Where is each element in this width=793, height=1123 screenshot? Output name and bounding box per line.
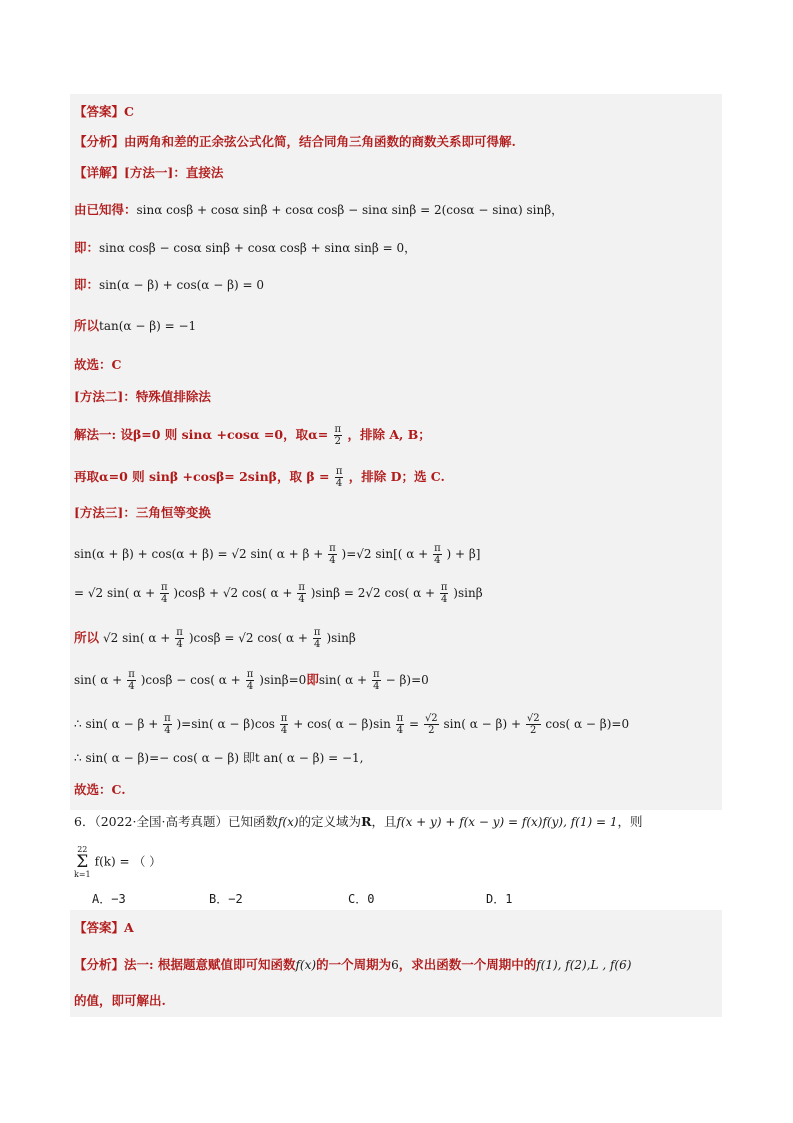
answer-line-2: 【答案】A [74,920,134,935]
fraction-num: π [246,669,254,680]
formula: = [409,717,420,731]
formula: ∴ sin( α − β)=− cos( α − β) [74,751,240,765]
fraction-num: π [373,669,380,680]
step-text: ，排除 A, B； [347,427,431,442]
fraction-num: π [161,582,168,593]
step-label: 即： [74,277,100,292]
fraction-den: 4 [329,555,336,566]
fraction-num: π [313,627,321,638]
step-label: 由已知得： [74,202,137,217]
analysis-text: ，求出函数一个周期中的 [398,957,537,972]
fraction [526,713,541,736]
step-text: 再取α=0 则 sinβ +cosβ= 2sinβ，取 β = [74,469,330,484]
formula: sin( α − β) + [443,717,521,731]
option-b: B．−2 [209,892,243,906]
formula: √2 sin( α + [103,631,171,645]
formula: f(x + y) + f(x − y) = f(x)f(y), f(1) = 1 [396,815,618,829]
fraction [433,543,442,566]
formula: = √2 sin( α + [74,586,156,600]
formula: ) + β] [446,547,481,561]
fraction-num: π [396,713,404,724]
choose-c-1: 故选：C [74,357,122,372]
method-two-step-1 [74,424,431,447]
method-three-heading: [方法三]：三角恒等变换 [74,505,211,520]
sigma-sum [74,845,91,879]
formula: f(1), f(2),L , f(6) [536,958,632,972]
formula: )=√2 sin[( α + [341,547,429,561]
step-label: 即： [74,240,100,255]
formula: 即t an( α − β) = −1, [242,751,364,765]
method-two-step-2 [74,466,445,489]
step-text: ，排除 D；选 C. [348,469,445,484]
method-three-line-2 [74,582,483,605]
fraction-num: π [128,669,135,680]
formula: 6 [391,958,399,972]
analysis-tag: 【分析】 [74,957,125,972]
fraction [334,424,343,447]
fraction [163,713,172,736]
formula: f(k) = （ ） [94,854,162,869]
formula: )sinβ=0 [259,673,307,687]
fraction-num: √2 [424,713,438,724]
method-three-line-1 [74,543,480,566]
question-text: ，且 [371,814,397,829]
fraction-den: 4 [164,725,171,736]
fraction [328,543,337,566]
sigma-icon: Σ [76,852,89,872]
answer-line: 【答案】C [74,104,134,119]
formula: )sinβ = 2√2 cos( α + [310,586,436,600]
formula: sin( α + [318,673,368,687]
choose-c-2: 故选：C. [74,782,126,797]
step-ie-1 [74,240,416,256]
formula: sinα cosβ − cosα sinβ + cosα cosβ + sinα sinβ = 0， [99,241,417,255]
option-d: D．1 [486,892,513,906]
fraction-den: 4 [440,594,448,605]
formula: R [361,814,372,829]
step-label: 所以 [74,318,100,333]
method-two-heading: [方法二]：特殊值排除法 [74,389,211,404]
formula: tan(α − β) = −1 [99,319,197,333]
method-one-heading: [方法一]：直接法 [124,165,224,180]
analysis-text: 法一: 根据题意赋值即可知函数 [124,957,296,972]
formula: )cosβ + √2 cos( α + [173,586,293,600]
formula: cos( α − β)=0 [545,717,630,731]
fraction-num: π [434,543,441,554]
fraction-den: 4 [280,725,288,736]
step-therefore [74,318,196,334]
question-6-stem [74,814,642,830]
fraction [280,713,289,736]
step-label: 即 [306,672,319,687]
formula: sin(α + β) + cos(α + β) = √2 sin( α + β + [74,547,324,561]
method-three-line-5 [74,713,629,736]
question-6-sum [74,845,161,879]
formula: − β)=0 [385,673,429,687]
step-given [74,202,563,218]
formula: f(x) [295,958,317,972]
detail-tag: 【详解】 [74,165,125,180]
step-label: 所以 [74,630,100,645]
formula: sin(α − β) + cos(α − β) = 0 [99,278,265,292]
fraction-den: 4 [298,594,305,605]
analysis-text: 的一个周期为 [316,957,392,972]
formula: )sinβ [453,586,483,600]
step-text: 解法一: 设β=0 则 sinα +cosα =0，取α= [74,427,329,442]
fraction-den: 2 [428,725,435,736]
sum-upper: 22 [77,845,88,854]
fraction-den: 4 [161,594,168,605]
option-c: C．0 [348,892,375,906]
formula: )cosβ − cos( α + [140,673,241,687]
fraction-num: π [440,582,448,593]
analysis-line-2-cont: 的值，即可解出. [74,993,166,1008]
option-a: A．−3 [92,892,126,906]
fraction [297,582,306,605]
formula: )cosβ = √2 cos( α + [188,631,308,645]
analysis-tag: 【分析】 [74,134,125,149]
formula: )=sin( α − β)cos [176,717,275,731]
fraction-den: 4 [335,478,343,489]
fraction-num: π [334,424,342,435]
fraction [440,582,449,605]
fraction-num: √2 [526,713,540,724]
formula: )sinβ [326,631,356,645]
fraction [175,627,184,650]
detail-line [74,165,223,181]
fraction [335,466,344,489]
fraction-num: π [280,713,288,724]
fraction-den: 4 [396,725,404,736]
fraction [313,627,322,650]
question-text: 的定义域为 [298,814,362,829]
fraction [396,713,405,736]
sum-lower: k=1 [74,870,91,879]
analysis-line-2 [74,957,631,973]
fraction [127,669,136,692]
question-text: 6．（2022·全国·高考真题）已知函数 [74,814,278,829]
fraction [246,669,255,692]
fraction-num: π [298,582,305,593]
fraction-den: 4 [246,681,254,692]
fraction-den: 2 [530,725,537,736]
method-three-line-4 [74,669,429,692]
fraction-den: 4 [434,555,441,566]
question-text: ，则 [617,814,643,829]
analysis-text: 由两角和差的正余弦公式化简，结合同角三角函数的商数关系即可得解. [124,134,516,149]
step-ie-2 [74,277,264,293]
fraction-den: 4 [373,681,380,692]
method-three-line-3 [74,627,356,650]
fraction [160,582,169,605]
fraction-num: π [164,713,171,724]
fraction-den: 4 [176,639,183,650]
fraction [372,669,381,692]
formula: sin( α + [74,673,123,687]
method-three-line-6 [74,750,363,766]
fraction-den: 2 [334,436,342,447]
fraction-den: 4 [128,681,135,692]
formula: ∴ sin( α − β + [74,717,159,731]
fraction-den: 4 [314,639,321,650]
fraction-num: π [176,627,183,638]
formula: f(x) [277,815,299,829]
formula: + cos( α − β)sin [293,717,391,731]
fraction-num: π [329,543,336,554]
formula: sinα cosβ + cosα sinβ + cosα cosβ − sinα sinβ = 2(cosα − sinα) sinβ， [136,203,564,217]
fraction-num: π [335,466,343,477]
analysis-line [74,134,516,150]
fraction [424,713,439,736]
